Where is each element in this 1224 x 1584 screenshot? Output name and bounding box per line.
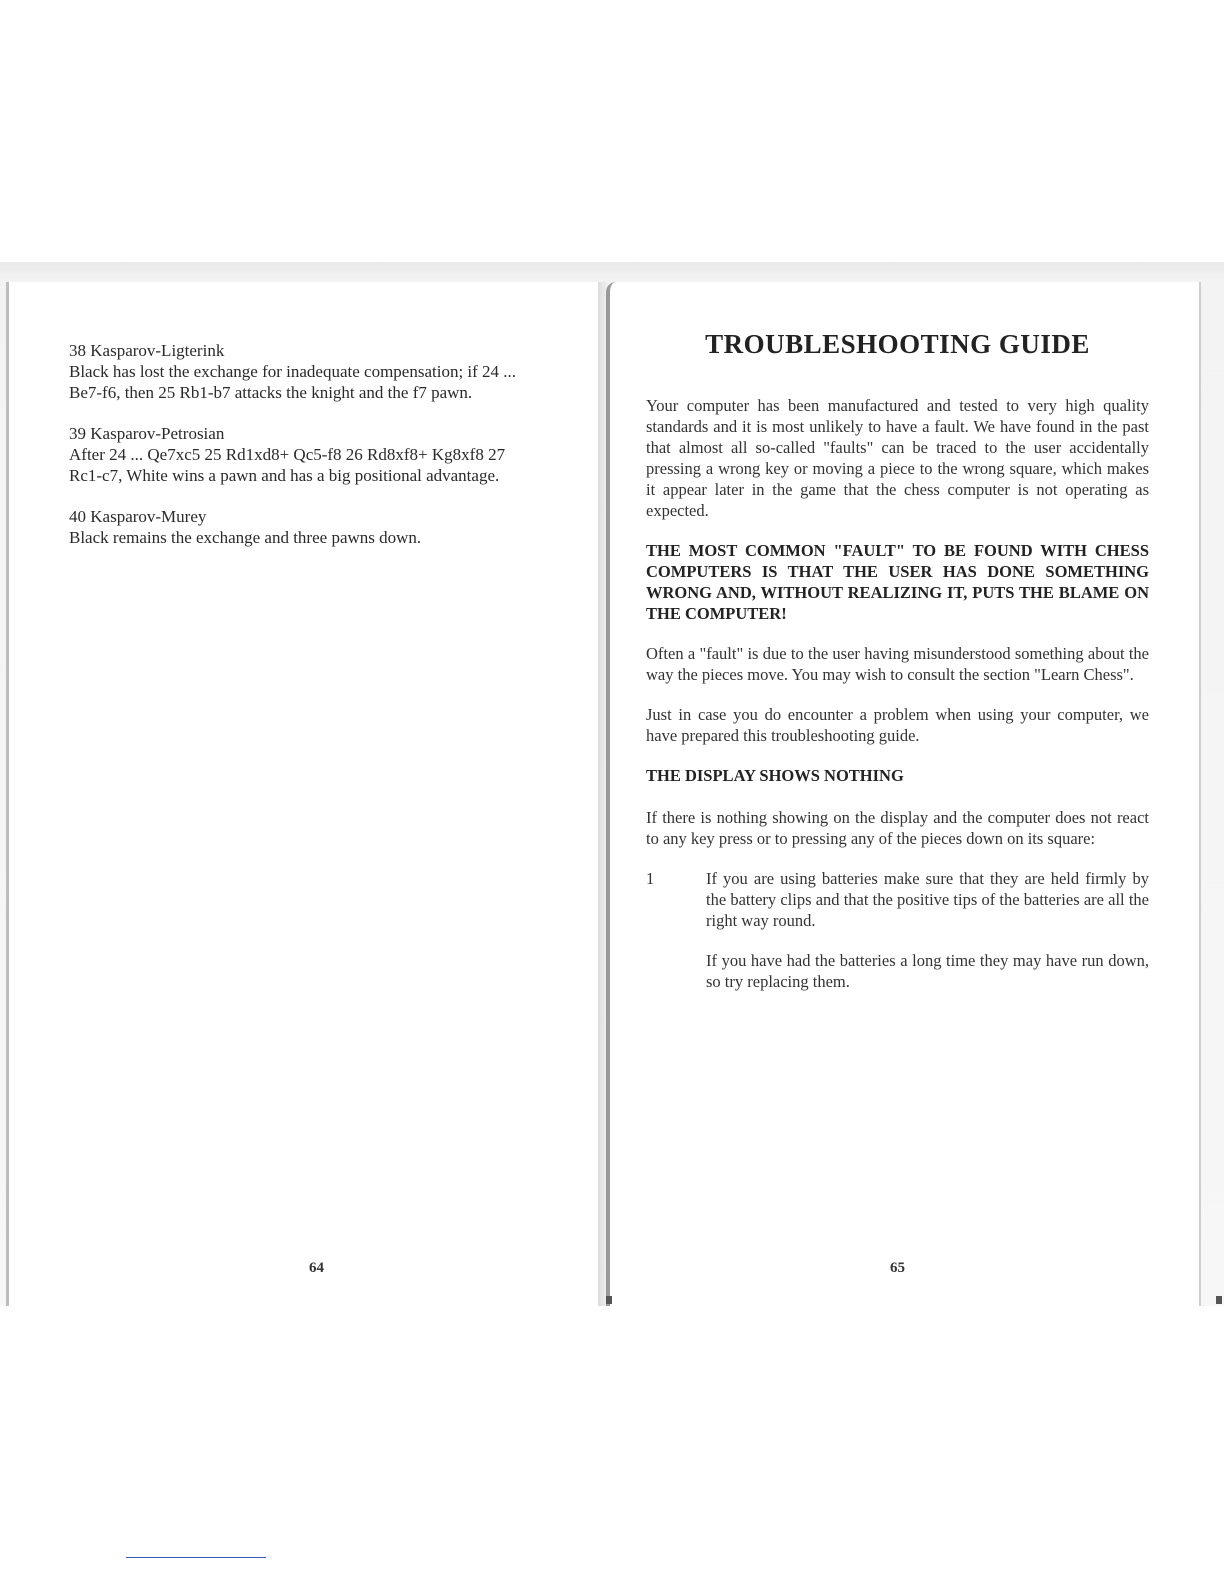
book-spread <box>0 262 1224 1306</box>
warning-paragraph: THE MOST COMMON "FAULT" TO BE FOUND WITH CHESS COMPUTERS IS THAT THE USER HAS DONE SOMETHING WRONG AND, WITHOUT REALIZING IT, PUTS THE BLAME ON THE COMPUTER! <box>646 541 1149 623</box>
game-note-line: Be7-f6, then 25 Rb1-b7 attacks the knight and the f7 pawn. <box>69 383 473 402</box>
game-note-39 <box>69 423 581 486</box>
edge-mark <box>606 1296 612 1304</box>
game-note-heading: 38 Kasparov-Ligterink <box>69 341 225 360</box>
edge-mark <box>1216 1296 1222 1304</box>
game-note-heading: 39 Kasparov-Petrosian <box>69 424 225 443</box>
page-title: TROUBLESHOOTING GUIDE <box>705 329 1090 359</box>
list-text: If you have had the batteries a long time they may have run down, so try replacing them. <box>706 951 1149 991</box>
list-item-1 <box>646 868 1149 1011</box>
game-note-line: Rc1-c7, White wins a pawn and has a big positional advantage. <box>69 466 500 485</box>
page-number-left: 64 <box>309 1260 324 1276</box>
game-note-line: After 24 ... Qe7xc5 25 Rd1xd8+ Qc5-f8 26 Rd8xf8+ Kg8xf8 27 <box>69 445 506 464</box>
game-note-line: Black remains the exchange and three pawns down. <box>69 528 422 547</box>
list-text: If you are using batteries make sure that they are held firmly by the battery clips and that the positive tips of the batteries are all the right way round. <box>706 869 1149 930</box>
section-heading: THE DISPLAY SHOWS NOTHING <box>646 766 904 785</box>
right-page <box>606 282 1201 1306</box>
left-page <box>6 282 600 1306</box>
intro-paragraph: Your computer has been manufactured and tested to very high quality standards and it is most unlikely to have a fault. We have found in the past that almost all so-called "faults" can be traced to the user accidentally pressing a wrong key or moving a piece to the wrong square, which makes it appear later in the game that the chess computer is not operating as expected. <box>646 396 1149 520</box>
page-number-right: 65 <box>890 1260 905 1276</box>
game-note-heading: 40 Kasparov-Murey <box>69 507 207 526</box>
game-note-38 <box>69 340 581 403</box>
guide-intro-paragraph: Just in case you do encounter a problem when using your computer, we have prepared this troubleshooting guide. <box>646 705 1149 745</box>
game-note-line: Black has lost the exchange for inadequate compensation; if 24 ... <box>69 362 517 381</box>
list-body <box>706 868 1149 1011</box>
list-number: 1 <box>646 869 655 888</box>
section-intro: If there is nothing showing on the display and the computer does not react to any key press or to pressing any of the pieces down on its square: <box>646 808 1149 848</box>
footer-line <box>126 1557 266 1558</box>
right-page-content <box>646 329 1149 1030</box>
left-page-content <box>69 340 581 568</box>
game-note-40 <box>69 506 581 548</box>
misunderstanding-paragraph: Often a "fault" is due to the user having misunderstood something about the way the pieces move. You may wish to consult the section "Learn Chess". <box>646 644 1149 684</box>
